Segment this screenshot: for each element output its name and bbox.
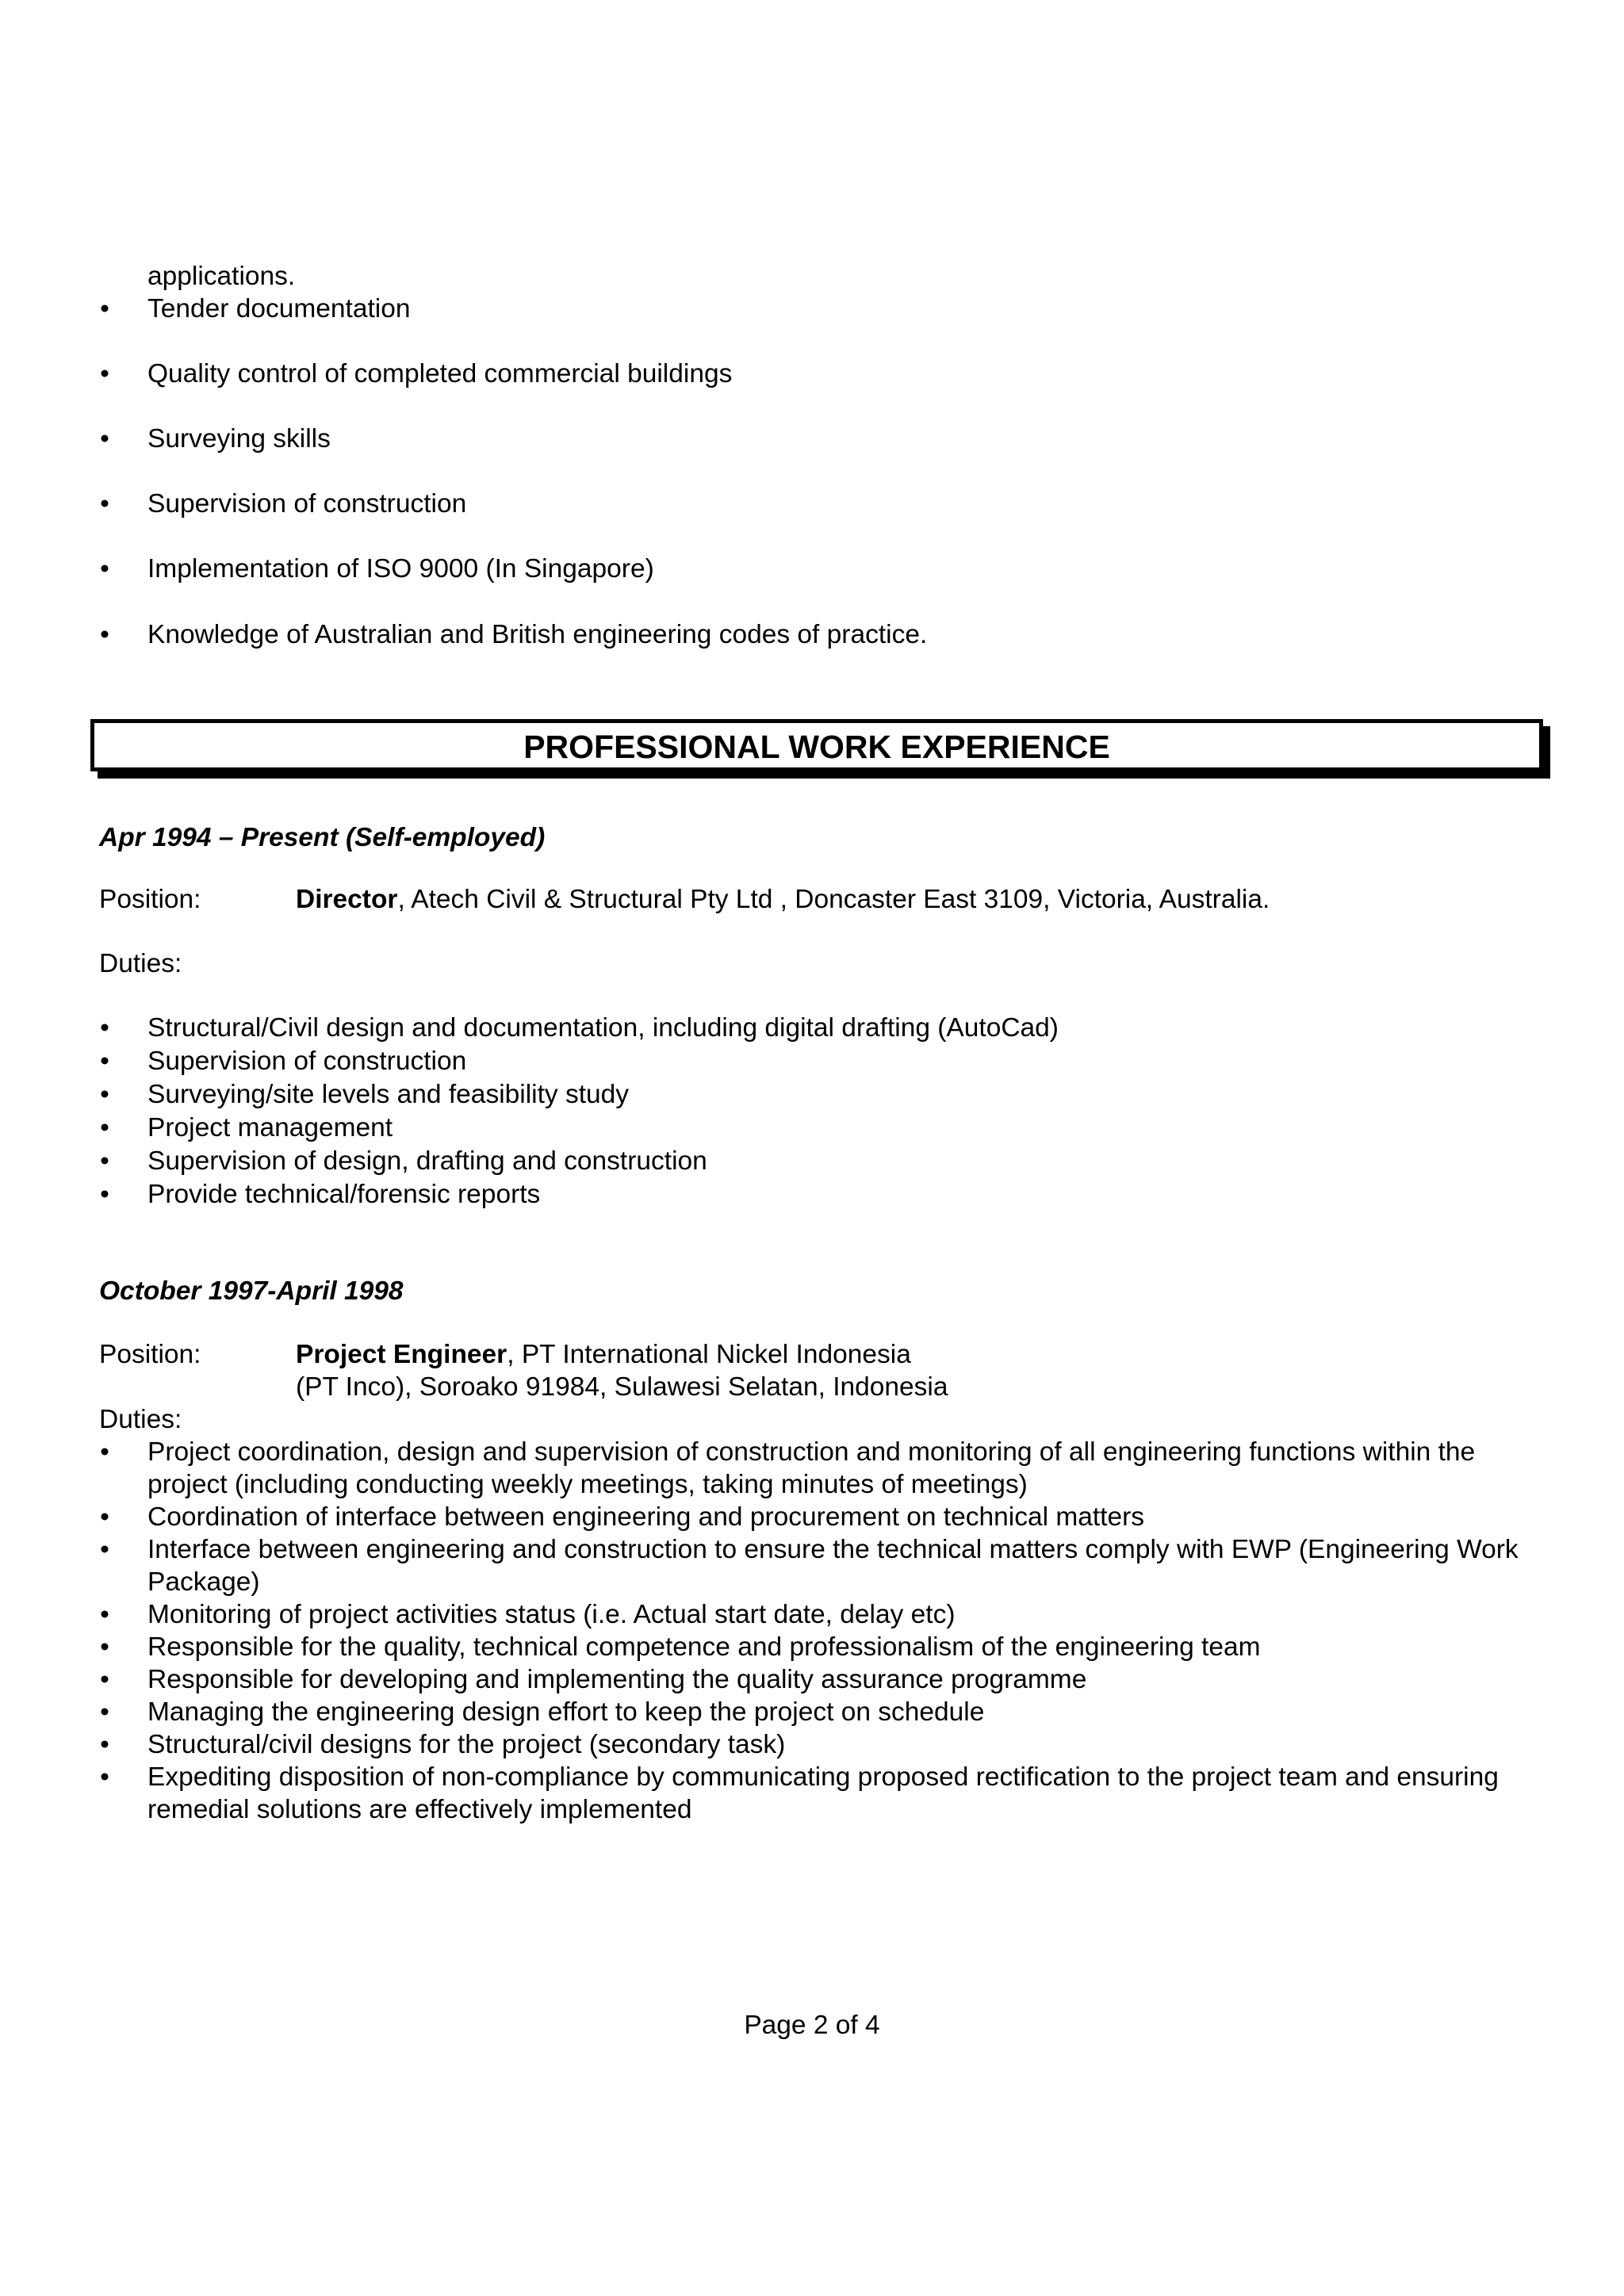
skill-text: Knowledge of Australian and British engineering codes of practice. <box>147 620 928 649</box>
bullet-icon: • <box>100 620 109 649</box>
duty-text: Project management <box>147 1113 393 1142</box>
page-number: Page 2 of 4 <box>744 2011 880 2040</box>
bullet-icon: • <box>100 1632 109 1662</box>
position-label: Position: <box>99 885 201 914</box>
duty-text: Expediting disposition of non-compliance by communicating proposed rectification to the project team and ensuring remedial solutions are effectively implemented <box>147 1762 1499 1824</box>
bullet-icon: • <box>100 1665 109 1694</box>
duty-text: Interface between engineering and construction to ensure the technical matters comply with EWP (Engineering Work Package) <box>147 1535 1519 1597</box>
section-heading-box <box>90 719 1543 771</box>
duty-text: Project coordination, design and supervision of construction and monitoring of all engineering functions within the project (including conducting weekly meetings, taking minutes of meetings) <box>147 1437 1476 1499</box>
bullet-icon: • <box>100 1013 109 1043</box>
position-employer: , Atech Civil & Structural Pty Ltd , Doncaster East 3109, Victoria, Australia. <box>397 885 1270 914</box>
duty-text: Surveying/site levels and feasibility study <box>147 1080 630 1109</box>
bullet-icon: • <box>100 1146 109 1176</box>
duty-text: Coordination of interface between engineering and procurement on technical matters <box>147 1502 1145 1532</box>
bullet-icon: • <box>100 1600 109 1629</box>
skill-text: Supervision of construction <box>147 489 467 519</box>
skill-text: Surveying skills <box>147 424 331 453</box>
section-title: PROFESSIONAL WORK EXPERIENCE <box>523 729 1110 765</box>
position-line <box>296 1338 911 1371</box>
position-label: Position: <box>99 1340 201 1369</box>
bullet-icon: • <box>100 294 109 323</box>
skills-continuation: applications. <box>147 262 296 291</box>
job-period: Apr 1994 – Present (Self-employed) <box>99 823 546 852</box>
bullet-icon: • <box>100 1535 109 1564</box>
duty-text: Responsible for the quality, technical competence and professionalism of the engineering team <box>147 1632 1261 1662</box>
bullet-icon: • <box>100 1047 109 1076</box>
bullet-icon: • <box>100 424 109 453</box>
job-period: October 1997-April 1998 <box>99 1276 404 1306</box>
position-employer: , PT International Nickel Indonesia <box>507 1340 911 1369</box>
bullet-icon: • <box>100 359 109 388</box>
duties-label: Duties: <box>99 949 182 978</box>
position-line-2: (PT Inco), Soroako 91984, Sulawesi Selatan, Indonesia <box>296 1372 948 1402</box>
bullet-icon: • <box>100 1113 109 1142</box>
bullet-icon: • <box>100 1502 109 1532</box>
duties-label: Duties: <box>99 1405 182 1434</box>
duty-text: Structural/civil designs for the project (secondary task) <box>147 1730 786 1759</box>
duty-text: Provide technical/forensic reports <box>147 1180 541 1209</box>
duty-text: Supervision of design, drafting and construction <box>147 1146 707 1176</box>
bullet-icon: • <box>100 1180 109 1209</box>
bullet-icon: • <box>100 1437 109 1467</box>
duty-text: Supervision of construction <box>147 1047 467 1076</box>
skill-text: Tender documentation <box>147 294 411 323</box>
position-title: Project Engineer <box>296 1340 508 1369</box>
duty-text: Structural/Civil design and documentation, including digital drafting (AutoCad) <box>147 1013 1059 1043</box>
bullet-icon: • <box>100 1762 109 1792</box>
position-title: Director <box>296 885 398 914</box>
duty-text: Monitoring of project activities status (i.e. Actual start date, delay etc) <box>147 1600 956 1629</box>
position-line <box>296 883 1270 916</box>
bullet-icon: • <box>100 1730 109 1759</box>
bullet-icon: • <box>100 1080 109 1109</box>
skill-text: Quality control of completed commercial buildings <box>147 359 733 388</box>
skill-text: Implementation of ISO 9000 (In Singapore) <box>147 554 654 584</box>
bullet-icon: • <box>100 489 109 519</box>
duty-text: Managing the engineering design effort to keep the project on schedule <box>147 1697 985 1727</box>
duty-text: Responsible for developing and implementing the quality assurance programme <box>147 1665 1087 1694</box>
bullet-icon: • <box>100 554 109 584</box>
bullet-icon: • <box>100 1697 109 1727</box>
